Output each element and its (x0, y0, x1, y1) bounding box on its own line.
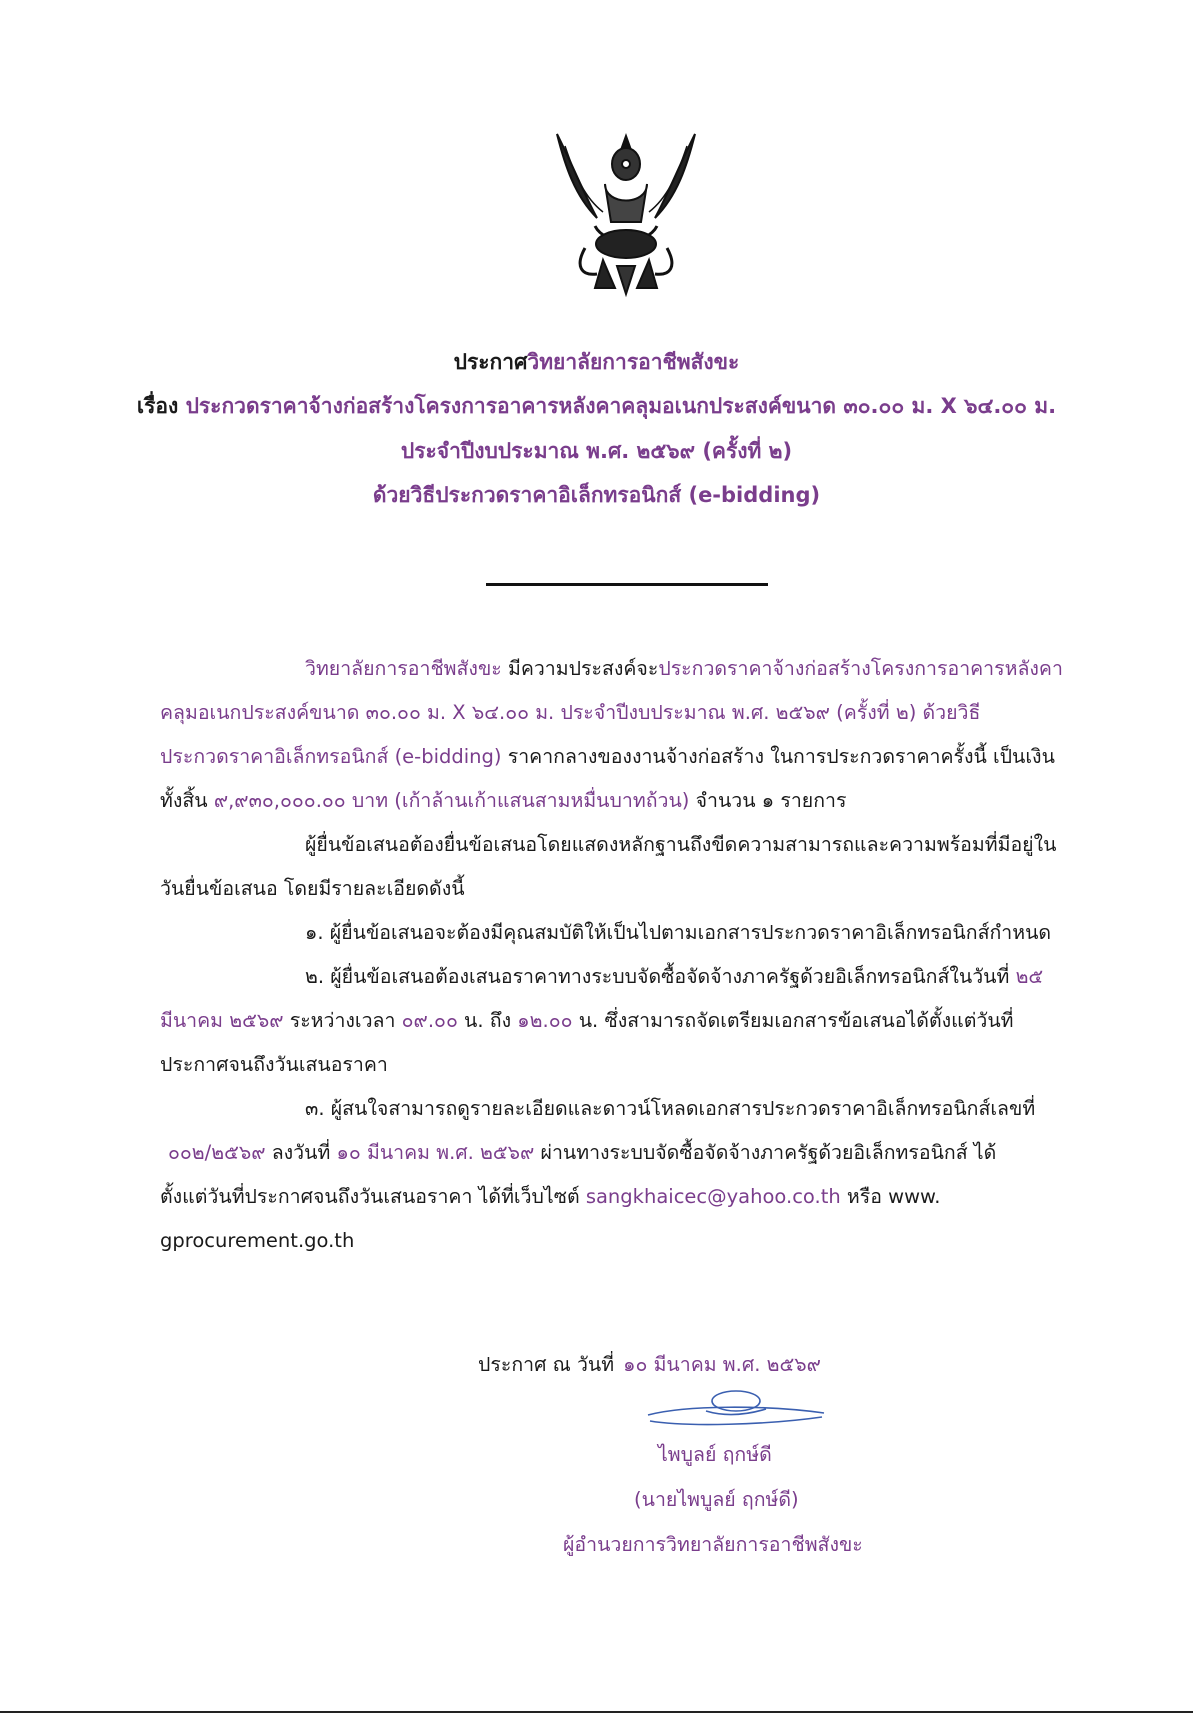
item3-via: ผ่านทางระบบจัดซื้อจัดจ้างภาครัฐด้วยอิเล็กทรอนิกส์ ได้ (534, 1141, 997, 1164)
subject-text: ประกวดราคาจ้างก่อสร้างโครงการอาคารหลังคาคลุมอเนกประสงค์ขนาด ๓๐.๐๐ ม. X ๖๔.๐๐ ม. (185, 394, 1057, 418)
item-3-line-1: ๓. ผู้สนใจสามารถดูรายละเอียดและดาวน์โหลดเอกสารประกวดราคาอิเล็กทรอนิกส์เลขที่ (305, 1097, 1036, 1120)
title-prefix: ประกาศ (453, 350, 528, 374)
doc-date: ๑๐ มีนาคม พ.ศ. ๒๕๖๙ (336, 1141, 535, 1164)
item-2-line-2 (160, 1007, 1014, 1035)
contact-email-link[interactable]: sangkhaicec@yahoo.co.th (585, 1185, 841, 1208)
signer-name: ไพบูลย์ ฤกษ์ดี (658, 1443, 772, 1466)
item2-to: น. ถึง (457, 1009, 518, 1032)
garuda-emblem-icon (545, 126, 707, 300)
item2-prep: น. ซึ่งสามารถจัดเตรียมเอกสารข้อเสนอได้ตั้งแต่วันที่ (572, 1009, 1014, 1032)
signer-full-name: (นายไพบูลย์ ฤกษ์ดี) (634, 1488, 799, 1511)
p1-total-label: ทั้งสิ้น (160, 789, 214, 812)
p1-org: วิทยาลัยการอาชีพสังขะ (305, 657, 502, 680)
p1-line-4 (160, 787, 846, 815)
item2-day: ๒๕ (1015, 965, 1044, 988)
p1-method: ประกวดราคาอิเล็กทรอนิกส์ (e-bidding) (160, 745, 502, 768)
announcement-title (0, 348, 1193, 376)
gprocurement-link[interactable]: gprocurement.go.th (160, 1229, 355, 1252)
announce-date-line (478, 1351, 821, 1379)
subject-line-3: ด้วยวิธีประกวดราคาอิเล็กทรอนิกส์ (e-bidding) (372, 483, 821, 507)
subject-line-1 (0, 392, 1193, 420)
item-3-line-2 (168, 1139, 996, 1167)
item2-text: ๒. ผู้ยื่นข้อเสนอต้องเสนอราคาทางระบบจัดซื้อจัดจ้างภาครัฐด้วยอิเล็กทรอนิกส์ในวันที่ (305, 965, 1016, 988)
subject-label: เรื่อง (136, 394, 179, 418)
item-2-line-3: ประกาศจนถึงวันเสนอราคา (160, 1053, 388, 1076)
item3-dated: ลงวันที่ (265, 1141, 337, 1164)
announce-prefix: ประกาศ ณ วันที่ (478, 1353, 615, 1376)
p2-line-2: วันยื่นข้อเสนอ โดยมีรายละเอียดดังนี้ (160, 877, 465, 900)
subject-line-2: ประจำปีงบประมาณ พ.ศ. ๒๕๖๙ (ครั้งที่ ๒) (400, 439, 793, 463)
item2-between: ระหว่างเวลา (283, 1009, 402, 1032)
signer-position: ผู้อำนวยการวิทยาลัยการอาชีพสังขะ (563, 1533, 863, 1556)
item3-or: หรือ www. (840, 1185, 941, 1208)
p1-line-2: คลุมอเนกประสงค์ขนาด ๓๐.๐๐ ม. X ๖๔.๐๐ ม. ประจำปีงบประมาณ พ.ศ. ๒๕๖๙ (ครั้งที่ ๒) ด้วยวิธี (160, 701, 981, 724)
item-2-line-1 (305, 963, 1043, 991)
signature-icon (646, 1387, 826, 1431)
title-divider (486, 583, 768, 586)
announce-date: ๑๐ มีนาคม พ.ศ. ๒๕๖๙ (623, 1353, 821, 1376)
p1-count: จำนวน ๑ รายการ (689, 789, 847, 812)
p1-line-1 (305, 655, 1063, 683)
item-1: ๑. ผู้ยื่นข้อเสนอจะต้องมีคุณสมบัติให้เป็นไปตามเอกสารประกวดราคาอิเล็กทรอนิกส์กำหนด (305, 921, 1052, 944)
org-name: วิทยาลัยการอาชีพสังขะ (527, 350, 740, 374)
p1-line-3 (160, 743, 1055, 771)
p1-intent: มีความประสงค์จะ (501, 657, 659, 680)
page-bottom-border (0, 1711, 1193, 1713)
item2-start-time: ๐๙.๐๐ (401, 1009, 458, 1032)
p1-price-intro: ราคากลางของงานจ้างก่อสร้าง ในการประกวดราคาครั้งนี้ เป็นเงิน (501, 745, 1055, 768)
item2-month: มีนาคม ๒๕๖๙ (160, 1009, 284, 1032)
p1-project: ประกวดราคาจ้างก่อสร้างโครงการอาคารหลังคา (658, 657, 1063, 680)
p1-amount: ๙,๙๓๐,๐๐๐.๐๐ บาท (เก้าล้านเก้าแสนสามหมื่นบาทถ้วน) (213, 789, 690, 812)
doc-number: ๐๐๒/๒๕๖๙ (168, 1141, 266, 1164)
item-3-line-3 (160, 1183, 940, 1211)
p2-line-1: ผู้ยื่นข้อเสนอต้องยื่นข้อเสนอโดยแสดงหลักฐานถึงขีดความสามารถและความพร้อมที่มีอยู่ใน (305, 833, 1057, 856)
item2-end-time: ๑๒.๐๐ (517, 1009, 573, 1032)
item3-website-intro: ตั้งแต่วันที่ประกาศจนถึงวันเสนอราคา ได้ที่เว็บไซต์ (160, 1185, 586, 1208)
